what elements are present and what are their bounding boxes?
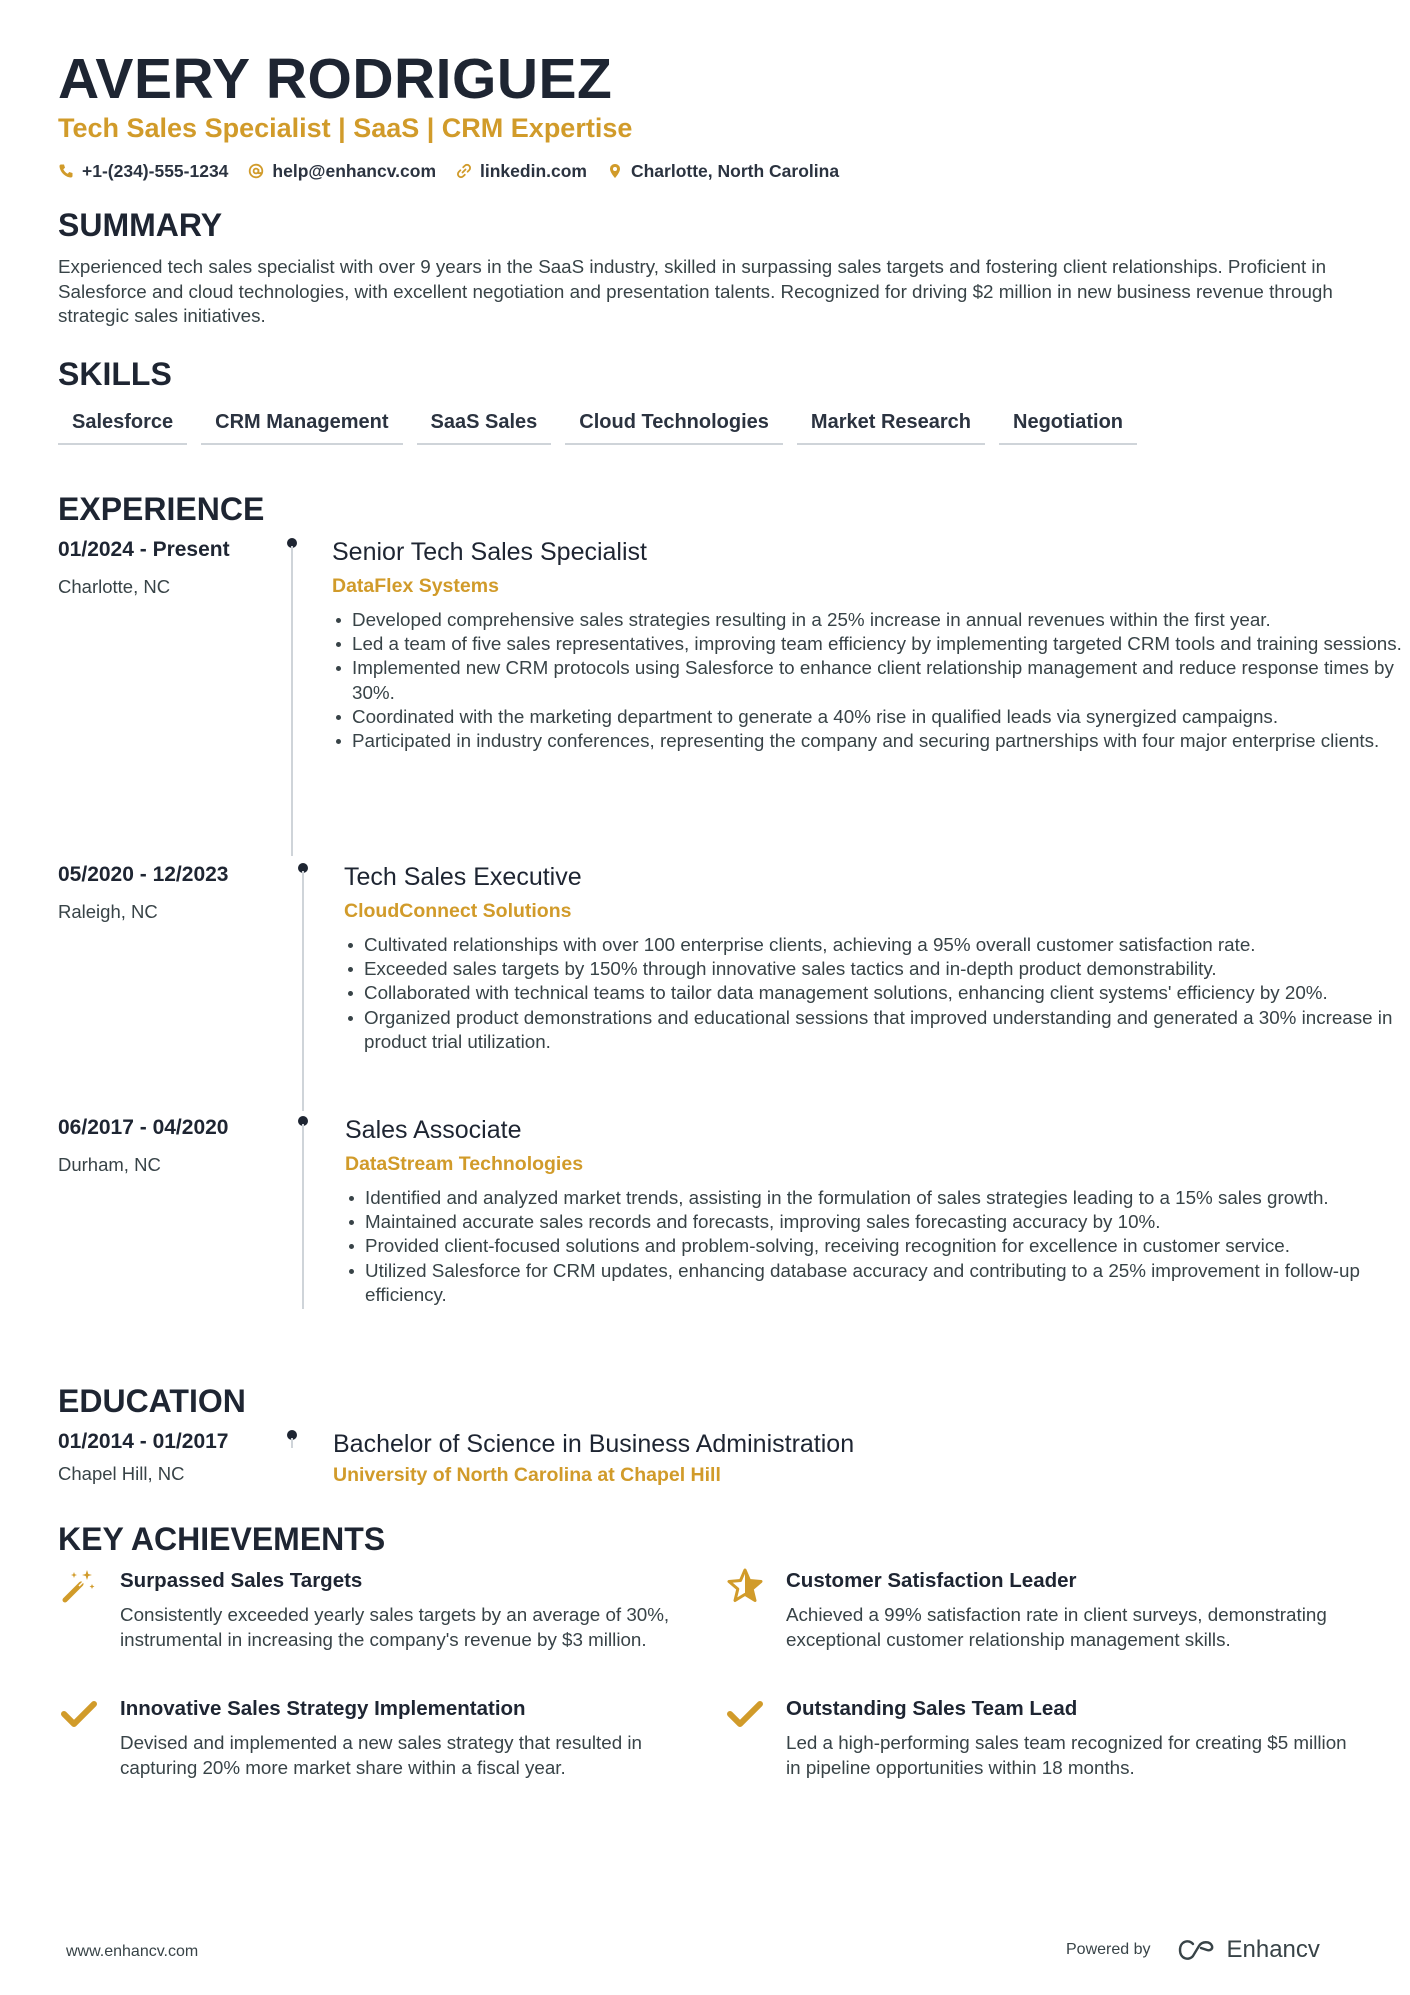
- bullet-item: Implemented new CRM protocols using Salesforce to enhance client relationship management and reduce response times by 30%.: [330, 656, 1410, 704]
- candidate-name: AVERY RODRIGUEZ: [58, 47, 613, 111]
- contact-phone[interactable]: [58, 161, 228, 182]
- experience-bullets: [330, 608, 1410, 753]
- achievement-text: Devised and implemented a new sales strategy that resulted in capturing 20% more market share within a fiscal year.: [120, 1732, 642, 1778]
- check-icon: [726, 1695, 764, 1733]
- experience-bullets: [343, 1186, 1410, 1307]
- bullet-item: Developed comprehensive sales strategies resulting in a 25% increase in annual revenues within the first year.: [330, 608, 1410, 632]
- experience-role: Senior Tech Sales Specialist: [332, 538, 647, 566]
- location-pin-icon: [607, 163, 623, 179]
- bullet-item: Coordinated with the marketing department to generate a 40% rise in qualified leads via synergized campaigns.: [330, 705, 1410, 729]
- experience-location: Raleigh, NC: [58, 901, 158, 922]
- education-school: University of North Carolina at Chapel Hill: [333, 1464, 721, 1486]
- summary-heading: SUMMARY: [58, 207, 223, 243]
- skill-tag: SaaS Sales: [417, 405, 552, 445]
- experience-date: 06/2017 - 04/2020: [58, 1116, 229, 1139]
- skills-list: [58, 405, 1151, 445]
- brand-name: Enhancv: [1226, 1936, 1320, 1963]
- contact-bar: [58, 158, 859, 184]
- linkedin-text: linkedin.com: [480, 160, 587, 181]
- experience-company: DataStream Technologies: [345, 1153, 584, 1175]
- powered-by-label: Powered by: [1066, 1941, 1151, 1958]
- skill-tag: Market Research: [797, 405, 985, 445]
- skill-tag: Negotiation: [999, 405, 1137, 445]
- summary-text: Experienced tech sales specialist with over 9 years in the SaaS industry, skilled in surpassing sales targets and fostering client relationships. Proficient in Salesforce and cloud technologies, with excellent negotiation and presentation talents. Recognized for driving $2 million in new business revenue through strategic sales initiatives.: [58, 256, 1333, 326]
- contact-email[interactable]: [248, 161, 436, 182]
- email-text: help@enhancv.com: [272, 160, 437, 181]
- bullet-item: Utilized Salesforce for CRM updates, enhancing database accuracy and contributing to a 25% improvement in follow-up efficiency.: [343, 1259, 1410, 1307]
- achievement-title: Surpassed Sales Targets: [120, 1569, 363, 1592]
- footer-branding: [1066, 1936, 1320, 1964]
- experience-company: CloudConnect Solutions: [344, 900, 572, 922]
- check-icon: [60, 1695, 98, 1733]
- achievement-text: Achieved a 99% satisfaction rate in client surveys, demonstrating exceptional customer relationship management skills.: [786, 1604, 1327, 1650]
- bullet-item: Participated in industry conferences, representing the company and securing partnerships with four major enterprise clients.: [330, 729, 1410, 753]
- magic-wand-icon: [60, 1567, 98, 1605]
- timeline-line: [291, 1438, 293, 1448]
- enhancv-logo-icon: [1177, 1938, 1219, 1962]
- achievement-title: Innovative Sales Strategy Implementation: [120, 1697, 526, 1720]
- location-text: Charlotte, North Carolina: [630, 160, 840, 181]
- experience-role: Sales Associate: [345, 1116, 522, 1144]
- bullet-item: Organized product demonstrations and educational sessions that improved understanding and generated a 30% increase in product trial utilization.: [342, 1006, 1410, 1054]
- timeline-line: [291, 546, 293, 856]
- timeline-line: [302, 1124, 304, 1309]
- bullet-item: Identified and analyzed market trends, assisting in the formulation of sales strategies leading to a 15% sales growth.: [343, 1186, 1410, 1210]
- education-date: 01/2014 - 01/2017: [58, 1430, 229, 1453]
- bullet-item: Maintained accurate sales records and forecasts, improving sales forecasting accuracy by 10%.: [343, 1210, 1410, 1234]
- education-degree: Bachelor of Science in Business Administration: [333, 1430, 855, 1458]
- star-icon: [726, 1567, 764, 1605]
- experience-location: Durham, NC: [58, 1154, 161, 1175]
- contact-linkedin[interactable]: [456, 161, 587, 182]
- phone-icon: [58, 163, 74, 179]
- skills-heading: SKILLS: [58, 356, 172, 392]
- bullet-item: Exceeded sales targets by 150% through innovative sales tactics and in-depth product demonstrability.: [342, 957, 1410, 981]
- experience-role: Tech Sales Executive: [344, 863, 582, 891]
- achievement-text: Consistently exceeded yearly sales targets by an average of 30%, instrumental in increasing the company's revenue by $3 million.: [120, 1604, 670, 1650]
- experience-company: DataFlex Systems: [332, 575, 499, 597]
- skill-tag: CRM Management: [201, 405, 402, 445]
- experience-bullets: [342, 933, 1410, 1054]
- skill-tag: Cloud Technologies: [565, 405, 783, 445]
- achievement-title: Customer Satisfaction Leader: [786, 1569, 1077, 1592]
- achievements-heading: KEY ACHIEVEMENTS: [58, 1521, 386, 1557]
- skill-tag: Salesforce: [58, 405, 187, 445]
- bullet-item: Collaborated with technical teams to tailor data management solutions, enhancing client systems' efficiency by 20%.: [342, 981, 1410, 1005]
- contact-location: [607, 161, 839, 182]
- bullet-item: Cultivated relationships with over 100 enterprise clients, achieving a 95% overall customer satisfaction rate.: [342, 933, 1410, 957]
- education-heading: EDUCATION: [58, 1383, 246, 1419]
- headline: Tech Sales Specialist | SaaS | CRM Expertise: [58, 113, 633, 143]
- experience-heading: EXPERIENCE: [58, 491, 265, 527]
- experience-location: Charlotte, NC: [58, 576, 171, 597]
- phone-text: +1-(234)-555-1234: [82, 160, 229, 181]
- education-location: Chapel Hill, NC: [58, 1463, 185, 1484]
- timeline-line: [302, 871, 304, 1111]
- link-icon: [456, 163, 472, 179]
- bullet-item: Provided client-focused solutions and problem-solving, receiving recognition for excellence in customer service.: [343, 1234, 1410, 1258]
- bullet-item: Led a team of five sales representatives, improving team efficiency by implementing targeted CRM tools and training sessions.: [330, 632, 1410, 656]
- achievement-title: Outstanding Sales Team Lead: [786, 1697, 1078, 1720]
- footer-website[interactable]: www.enhancv.com: [66, 1943, 199, 1960]
- experience-date: 05/2020 - 12/2023: [58, 863, 229, 886]
- at-icon: [248, 163, 264, 179]
- achievement-text: Led a high-performing sales team recognized for creating $5 million in pipeline opportunities within 18 months.: [786, 1732, 1347, 1778]
- experience-date: 01/2024 - Present: [58, 538, 230, 561]
